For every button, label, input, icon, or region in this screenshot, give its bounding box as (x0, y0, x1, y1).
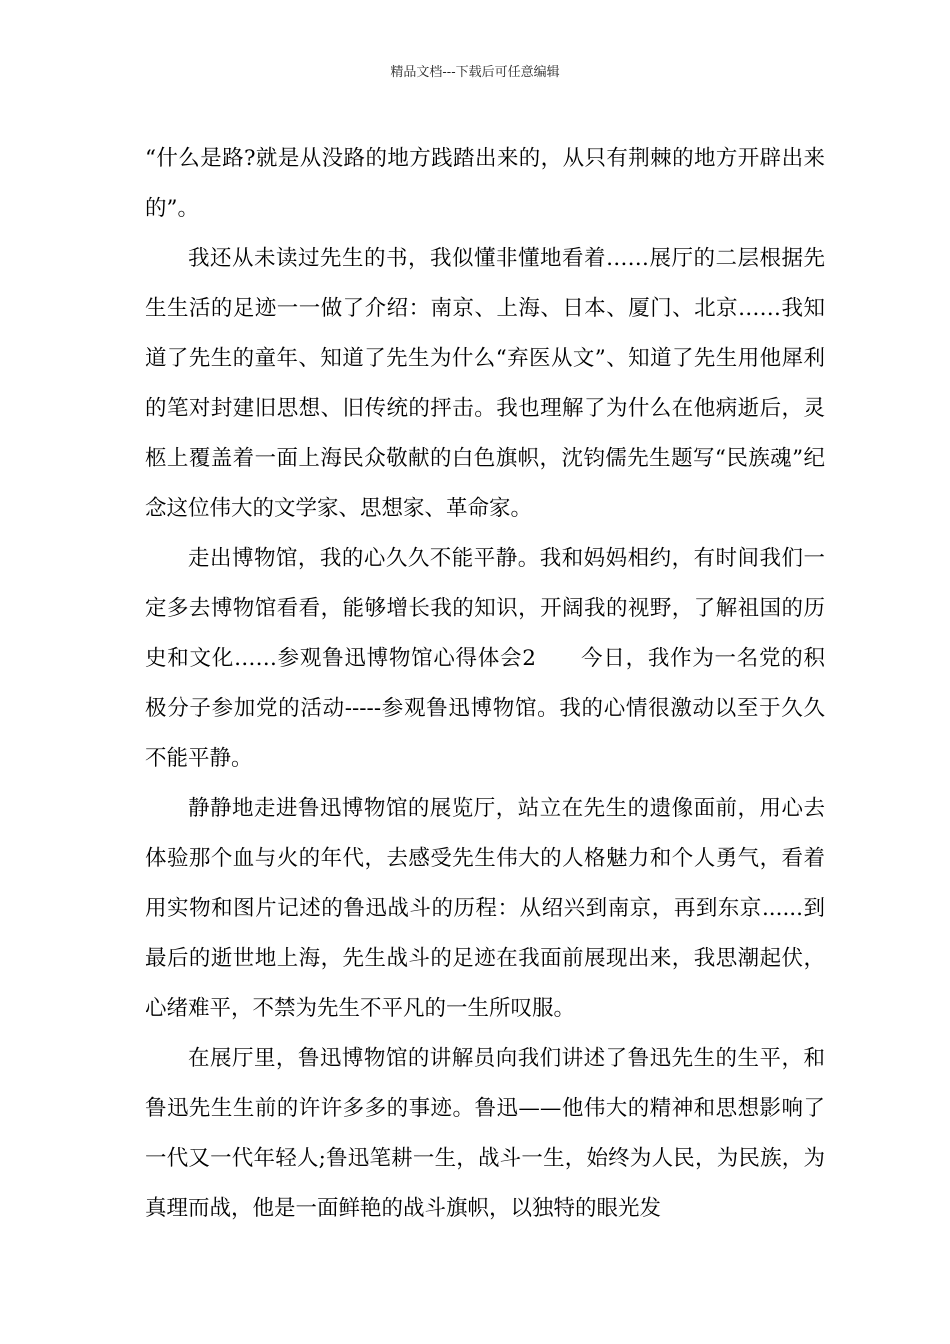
paragraph-4: 静静地走进鲁迅博物馆的展览厅，站立在先生的遗像面前，用心去体验那个血与火的年代，去感受先生伟大的人格魅力和个人勇气，看着用实物和图片记述的鲁迅战斗的历程：从绍兴到南京，再到东京......到最后的逝世地上海，先生战斗的足迹在我面前展现出来，我思潮起伏，心绪难平，不禁为先生不平凡的一生所叹服。 (145, 796, 825, 1021)
paragraph-1: “什么是路?就是从没路的地方践踏出来的，从只有荆棘的地方开辟出来的”。 (145, 146, 825, 221)
paragraph-3: 走出博物馆，我的心久久不能平静。我和妈妈相约，有时间我们一定多去博物馆看看，能够增长我的知识，开阔我的视野，了解祖国的历史和文化……参观鲁迅博物馆心得体会2 今日，我作为一名党的积极分子参加党的活动-----参观鲁迅博物馆。我的心情很激动以至于久久不能平静。 (145, 546, 825, 771)
document-body (145, 134, 825, 1234)
paragraph-5: 在展厅里，鲁迅博物馆的讲解员向我们讲述了鲁迅先生的生平，和鲁迅先生生前的许许多多的事迹。鲁迅——他伟大的精神和思想影响了一代又一代年轻人;鲁迅笔耕一生，战斗一生，始终为人民，为民族，为真理而战，他是一面鲜艳的战斗旗帜，以独特的眼光发 (145, 1046, 825, 1221)
paragraph-2: 我还从未读过先生的书，我似懂非懂地看着……展厅的二层根据先生生活的足迹一一做了介绍：南京、上海、日本、厦门、北京……我知道了先生的童年、知道了先生为什么“弃医从文”、知道了先生用他犀利的笔对封建旧思想、旧传统的抨击。我也理解了为什么在他病逝后，灵柩上覆盖着一面上海民众敬献的白色旗帜，沈钧儒先生题写“民族魂”纪念这位伟大的文学家、思想家、革命家。 (145, 246, 825, 521)
page-header: 精品文档---下载后可任意编辑 (390, 65, 560, 80)
